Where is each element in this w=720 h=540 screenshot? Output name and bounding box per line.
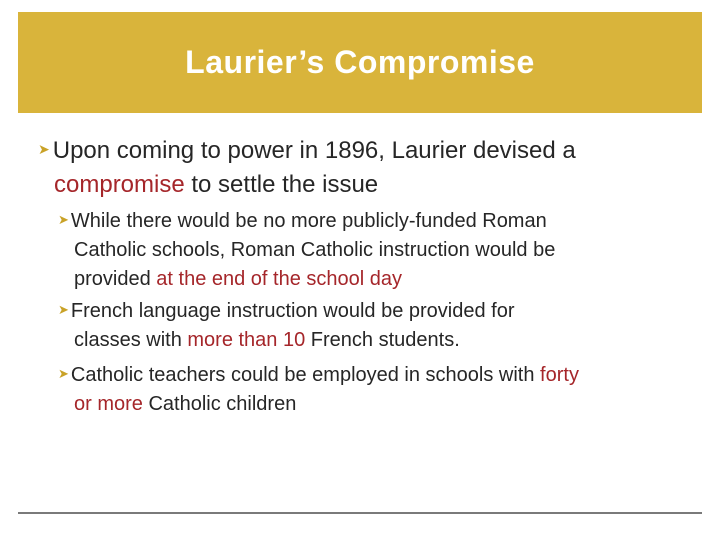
footer-divider <box>18 512 702 514</box>
slide-title: Laurier’s Compromise <box>185 44 535 80</box>
sub-bullet-3-highlight-1: forty <box>540 364 579 386</box>
sub-bullet-1-highlight: at the end of the school day <box>156 268 403 290</box>
sub-bullet-2-line2-pre: classes with <box>74 329 188 351</box>
sub-bullet-1-line1: While there would be no more publicly-funded Roman <box>70 210 547 232</box>
main-bullet-text-line1: Upon coming to power in 1896, Laurier devised a <box>52 137 576 164</box>
sub-bullet-3-highlight-2: or more <box>74 393 143 415</box>
main-bullet-text-line2: to settle the issue <box>184 171 379 198</box>
sub-bullet-1-line3: provided <box>74 268 157 290</box>
sub-bullet-2 <box>58 295 698 355</box>
sub-bullet-3-line1-pre: Catholic teachers could be employed in schools with <box>70 364 541 386</box>
sub-bullet-2-highlight: more than 10 <box>187 329 306 351</box>
pointer-triangle-icon: ➤ <box>58 366 69 381</box>
main-bullet-highlight: compromise <box>54 171 185 198</box>
pointer-triangle-icon: ➤ <box>38 141 50 157</box>
sub-bullet-3 <box>58 359 698 419</box>
sub-bullet-2-line2-post: French students. <box>305 329 460 351</box>
pointer-triangle-icon: ➤ <box>58 212 69 227</box>
main-bullet <box>38 132 698 202</box>
sub-bullet-2-line1: French language instruction would be provided for <box>70 300 515 322</box>
pointer-triangle-icon: ➤ <box>58 302 69 317</box>
sub-bullet-1 <box>58 205 698 294</box>
sub-bullet-3-line2-post: Catholic children <box>142 393 297 415</box>
sub-bullet-1-line2: Catholic schools, Roman Catholic instruction would be <box>74 239 556 261</box>
